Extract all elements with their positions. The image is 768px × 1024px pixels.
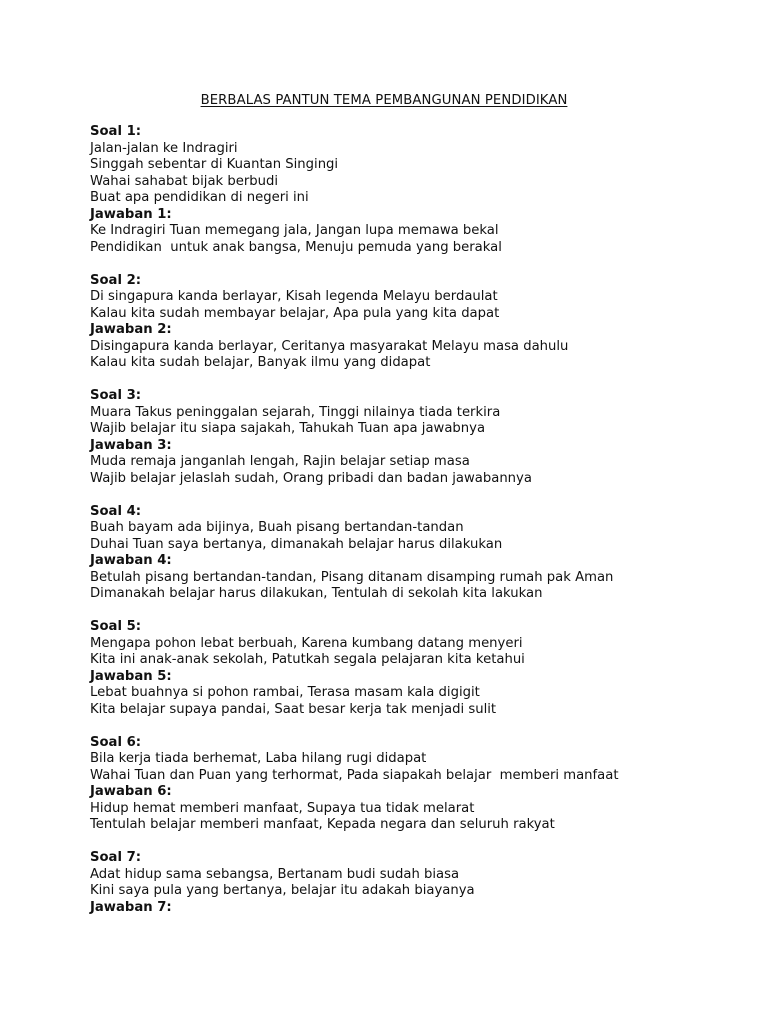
jawaban-line: Hidup hemat memberi manfaat, Supaya tua tidak melarat <box>90 800 475 816</box>
soal-line: Buat apa pendidikan di negeri ini <box>90 190 309 205</box>
pantun-section <box>90 388 750 487</box>
pantun-section <box>90 850 750 916</box>
jawaban-line: Muda remaja janganlah lengah, Rajin belajar setiap masa <box>90 454 470 469</box>
soal-line: Buah bayam ada bijinya, Buah pisang bertandan-tandan <box>90 520 464 535</box>
jawaban-label: Jawaban 6: <box>90 784 172 799</box>
soal-line: Kita ini anak-anak sekolah, Patutkah segala pelajaran kita ketahui <box>90 652 525 667</box>
jawaban-label: Jawaban 4: <box>90 553 172 568</box>
jawaban-line: Wajib belajar jelaslah sudah, Orang pribadi dan badan jawabannya <box>90 470 532 486</box>
soal-line: Bila kerja tiada berhemat, Laba hilang rugi didapat <box>90 751 427 766</box>
jawaban-line: Kalau kita sudah belajar, Banyak ilmu yang didapat <box>90 355 431 370</box>
pantun-section <box>90 504 750 603</box>
soal-label: Soal 7: <box>90 850 142 865</box>
jawaban-line: Ke Indragiri Tuan memegang jala, Jangan lupa memawa bekal <box>90 223 499 238</box>
jawaban-label: Jawaban 1: <box>90 206 172 222</box>
soal-label: Soal 2: <box>90 272 142 288</box>
jawaban-label: Jawaban 7: <box>90 899 172 915</box>
soal-label: Soal 3: <box>90 388 142 403</box>
soal-line: Di singapura kanda berlayar, Kisah legenda Melayu berdaulat <box>90 289 498 304</box>
soal-line: Duhai Tuan saya bertanya, dimanakah belajar harus dilakukan <box>90 536 503 552</box>
jawaban-label: Jawaban 3: <box>90 437 172 453</box>
jawaban-line: Lebat buahnya si pohon rambai, Terasa masam kala digigit <box>90 685 480 700</box>
soal-label: Soal 6: <box>90 734 142 750</box>
jawaban-line: Tentulah belajar memberi manfaat, Kepada negara dan seluruh rakyat <box>90 817 555 832</box>
pantun-section <box>90 735 750 834</box>
pantun-content <box>90 124 750 933</box>
soal-line: Mengapa pohon lebat berbuah, Karena kumbang datang menyeri <box>90 635 523 651</box>
soal-line: Wahai Tuan dan Puan yang terhormat, Pada siapakah belajar memberi manfaat <box>90 767 619 783</box>
jawaban-label: Jawaban 2: <box>90 322 172 337</box>
jawaban-line: Kita belajar supaya pandai, Saat besar kerja tak menjadi sulit <box>90 701 497 717</box>
jawaban-line: Disingapura kanda berlayar, Ceritanya masyarakat Melayu masa dahulu <box>90 338 569 354</box>
soal-label: Soal 5: <box>90 619 142 634</box>
soal-line: Kini saya pula yang bertanya, belajar itu adakah biayanya <box>90 883 475 898</box>
jawaban-line: Betulah pisang bertandan-tandan, Pisang ditanam disamping rumah pak Aman <box>90 569 614 585</box>
soal-line: Muara Takus peninggalan sejarah, Tinggi nilainya tiada terkira <box>90 404 501 420</box>
pantun-section <box>90 619 750 718</box>
soal-line: Wajib belajar itu siapa sajakah, Tahukah Tuan apa jawabnya <box>90 421 486 436</box>
soal-line: Adat hidup sama sebangsa, Bertanam budi sudah biasa <box>90 866 460 882</box>
soal-line: Jalan-jalan ke Indragiri <box>90 140 238 156</box>
soal-line: Wahai sahabat bijak berbudi <box>90 173 279 189</box>
jawaban-line: Dimanakah belajar harus dilakukan, Tentulah di sekolah kita lakukan <box>90 586 543 601</box>
soal-line: Kalau kita sudah membayar belajar, Apa pula yang kita dapat <box>90 305 500 321</box>
soal-line: Singgah sebentar di Kuantan Singingi <box>90 157 339 172</box>
soal-label: Soal 4: <box>90 503 142 519</box>
soal-label: Soal 1: <box>90 124 142 139</box>
pantun-section <box>90 124 750 256</box>
jawaban-line: Pendidikan untuk anak bangsa, Menuju pemuda yang berakal <box>90 239 502 255</box>
pantun-section <box>90 273 750 372</box>
jawaban-label: Jawaban 5: <box>90 668 172 684</box>
document-title: BERBALAS PANTUN TEMA PEMBANGUNAN PENDIDIKAN <box>200 93 568 108</box>
